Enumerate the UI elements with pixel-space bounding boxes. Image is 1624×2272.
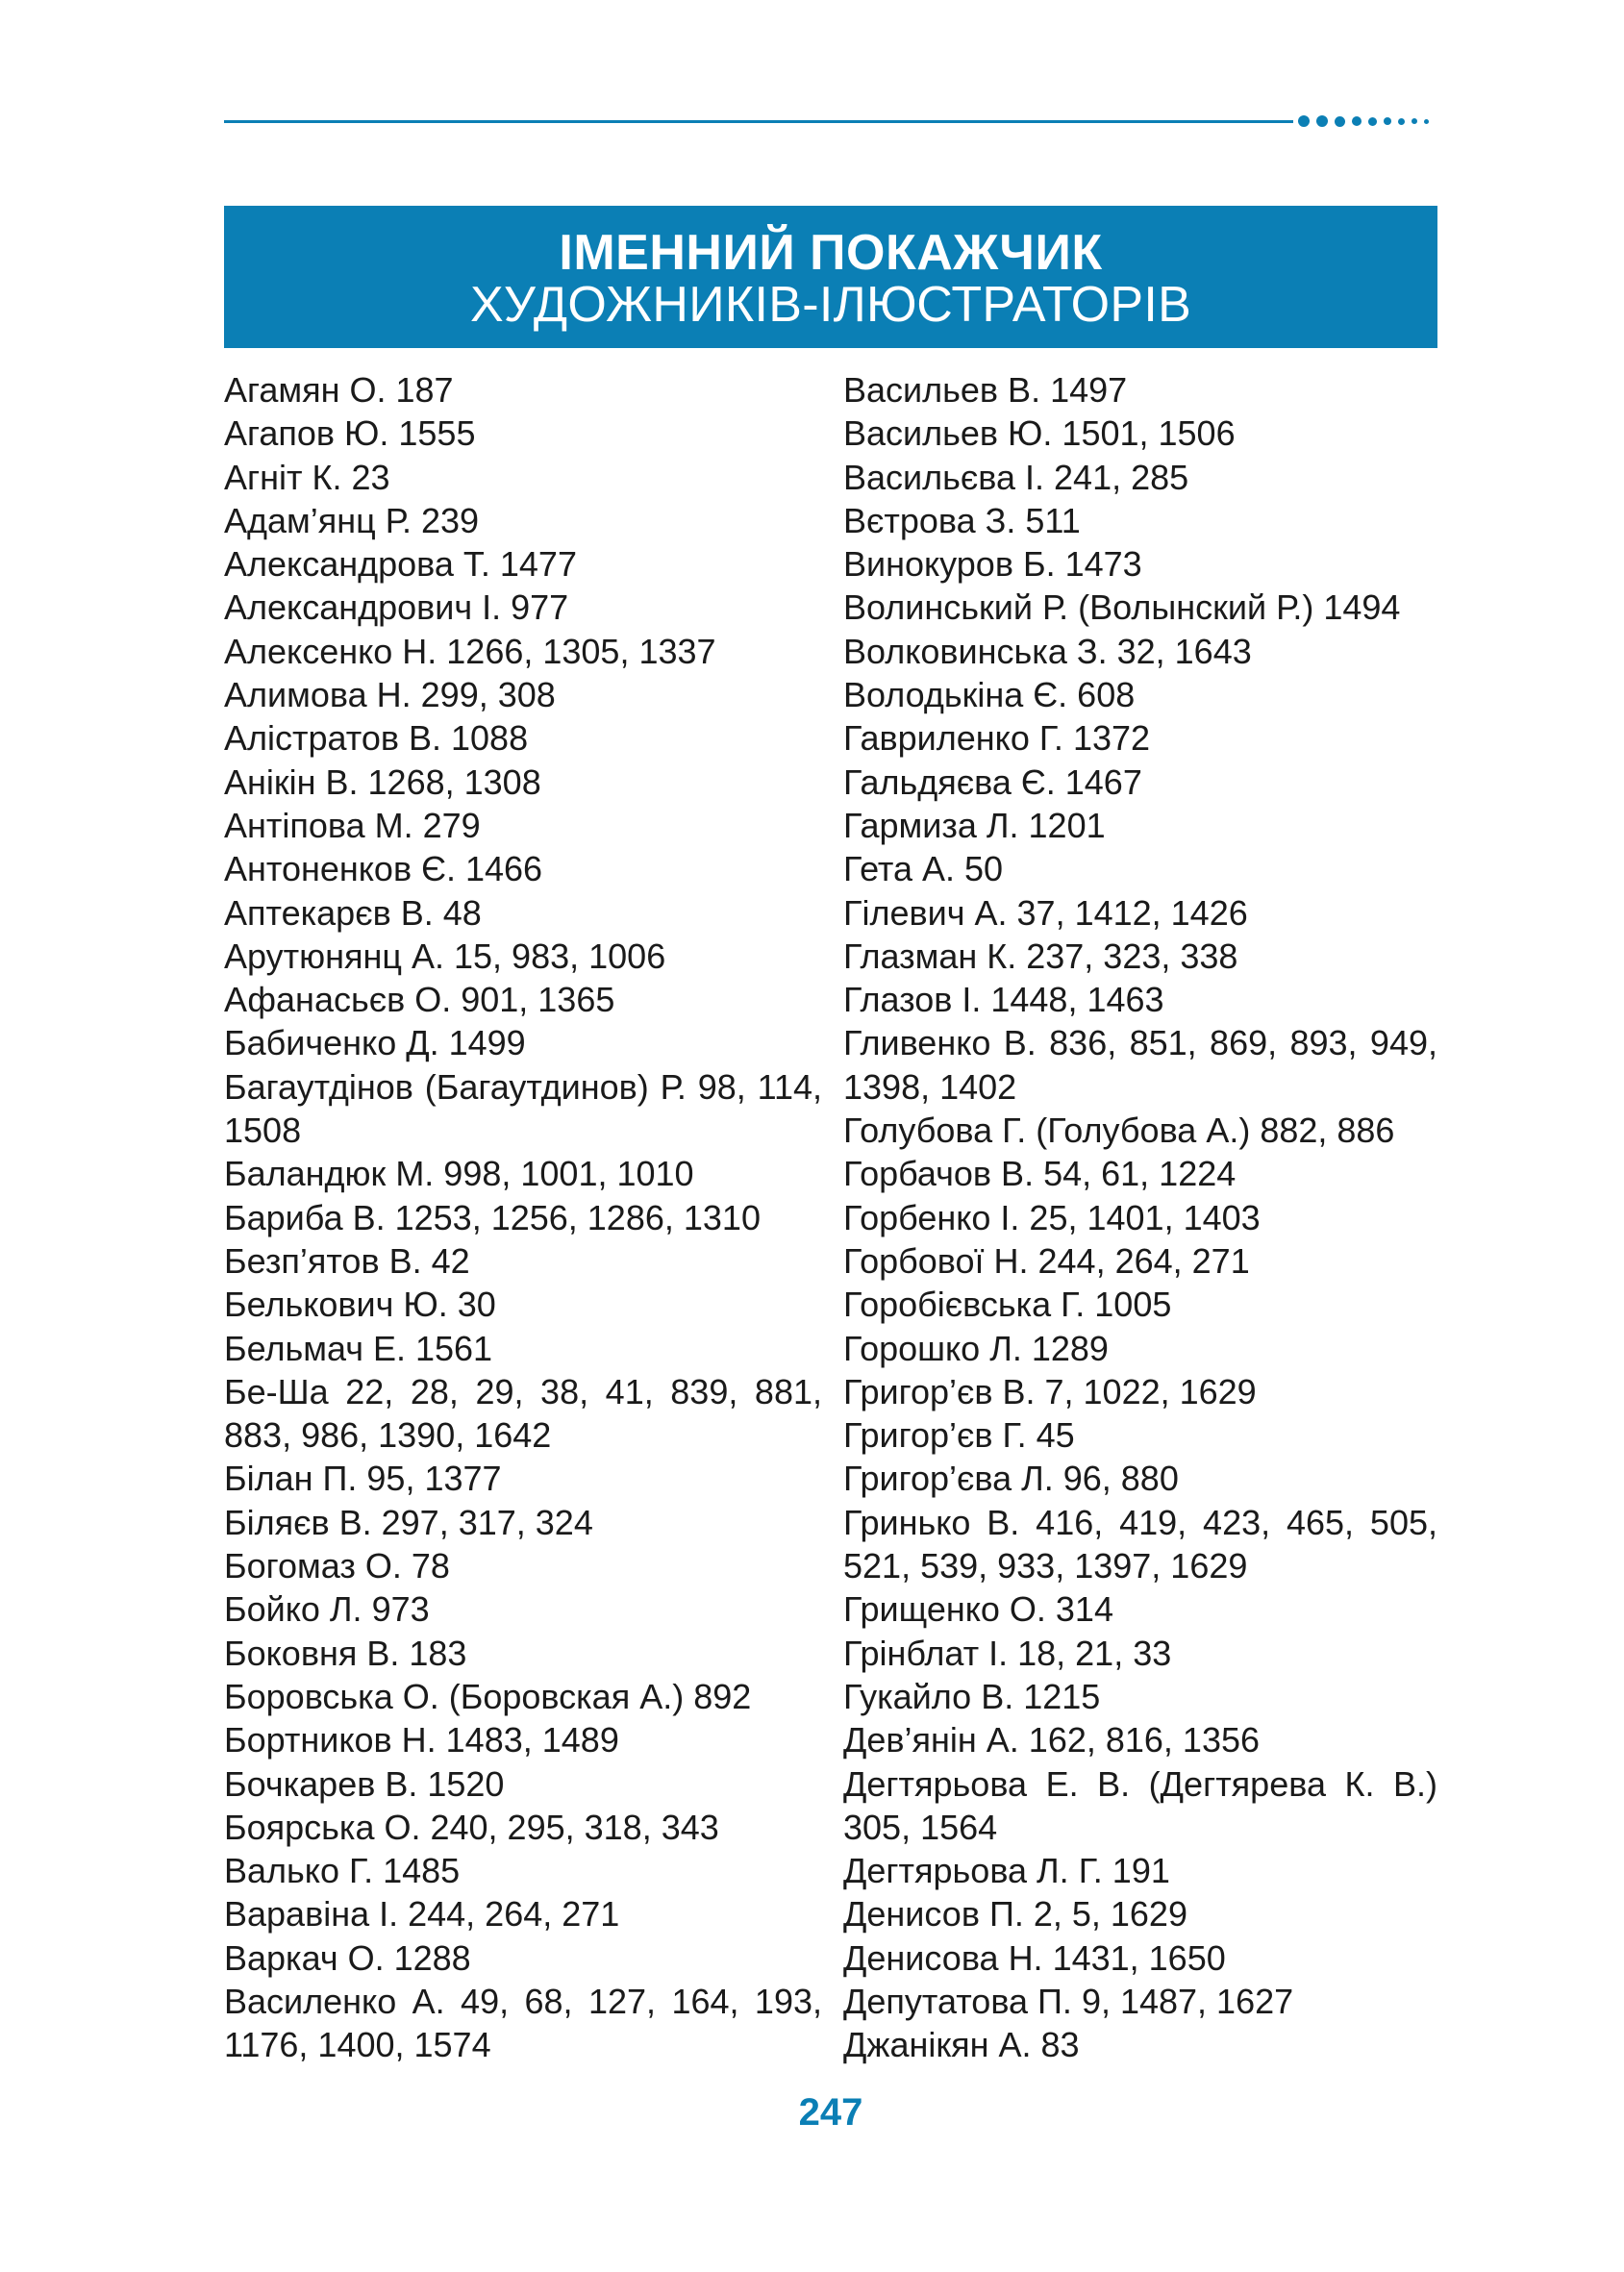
- index-entry: Боровська О. (Боровская А.) 892: [224, 1676, 752, 1716]
- index-entry: Дегтярьова Е. В. (Дегтярева К. В.) 305, 1564: [843, 1763, 1437, 1847]
- dot-decoration: [1352, 116, 1362, 126]
- index-entry: Вєтрова З. 511: [843, 500, 1081, 540]
- dot-decoration: [1412, 118, 1417, 124]
- index-entry: Алимова Н. 299, 308: [224, 675, 556, 715]
- index-entry: Антоненков Є. 1466: [224, 849, 543, 889]
- index-entry: Бабиченко Д. 1499: [224, 1023, 526, 1063]
- index-entry: Васильєва І. 241, 285: [843, 457, 1189, 497]
- index-entry: Александрович І. 977: [224, 587, 569, 628]
- index-entry: Бариба В. 1253, 1256, 1286, 1310: [224, 1197, 761, 1237]
- index-entry: Аліcтратов В. 1088: [224, 718, 529, 759]
- index-entry: Грищенко О. 314: [843, 1589, 1113, 1630]
- index-entry: Антіпова М. 279: [224, 805, 481, 845]
- dot-decoration: [1424, 119, 1429, 124]
- index-column-left: [224, 368, 822, 2067]
- index-entry: Григор’єва Л. 96, 880: [843, 1459, 1179, 1499]
- index-entry: Белькович Ю. 30: [224, 1285, 496, 1325]
- index-entry: Богомаз О. 78: [224, 1546, 450, 1586]
- index-entry: Горобієвська Г. 1005: [843, 1285, 1172, 1325]
- title-banner: [224, 206, 1437, 348]
- page-title: ІМЕННИЙ ПОКАЖЧИК: [559, 225, 1103, 281]
- header-rule: [224, 120, 1293, 123]
- index-entry: Денисов П. 2, 5, 1629: [843, 1894, 1187, 1935]
- index-entry: Агніт К. 23: [224, 457, 390, 497]
- header-dots: [1298, 114, 1429, 128]
- index-entry: Гета А. 50: [843, 849, 1004, 889]
- index-entry: Володькіна Є. 608: [843, 675, 1136, 715]
- index-entry: Глазман К. 237, 323, 338: [843, 936, 1238, 976]
- index-entry: Гливенко В. 836, 851, 869, 893, 949, 1398, 1402: [843, 1023, 1437, 1107]
- index-entry: Варавіна І. 244, 264, 271: [224, 1894, 620, 1935]
- index-entry: Боковня В. 183: [224, 1633, 467, 1673]
- index-entry: Анікін В. 1268, 1308: [224, 761, 541, 802]
- index-entry: Варкач О. 1288: [224, 1937, 471, 1978]
- index-entry: Гармиза Л. 1201: [843, 805, 1106, 845]
- dot-decoration: [1298, 115, 1310, 127]
- index-entry: Арутюнянц А. 15, 983, 1006: [224, 936, 666, 976]
- index-entry: Баландюк М. 998, 1001, 1010: [224, 1154, 694, 1194]
- index-entry: Горошко Л. 1289: [843, 1328, 1109, 1368]
- index-entry: Адам’янц Р. 239: [224, 500, 480, 540]
- dot-decoration: [1384, 117, 1391, 125]
- index-entry: Гілевич А. 37, 1412, 1426: [843, 892, 1248, 933]
- index-entry: Винокуров Б. 1473: [843, 544, 1142, 585]
- index-entry: Глазов І. 1448, 1463: [843, 980, 1164, 1020]
- index-entry: Бельмач Е. 1561: [224, 1328, 493, 1368]
- index-entry: Агапов Ю. 1555: [224, 413, 476, 454]
- index-entry: Безп’ятов В. 42: [224, 1240, 470, 1281]
- dot-decoration: [1316, 115, 1328, 127]
- index-entry: Бортников Н. 1483, 1489: [224, 1720, 619, 1760]
- index-entry: Гринько В. 416, 419, 423, 465, 505, 521, 539, 933, 1397, 1629: [843, 1502, 1437, 1586]
- index-entry: Алексенко Н. 1266, 1305, 1337: [224, 631, 716, 671]
- index-entry: Бочкарев В. 1520: [224, 1763, 505, 1804]
- index-entry: Григор’єв В. 7, 1022, 1629: [843, 1371, 1257, 1411]
- index-entry: Афанасьєв О. 901, 1365: [224, 980, 615, 1020]
- index-entry: Бойко Л. 973: [224, 1589, 430, 1630]
- dot-decoration: [1398, 118, 1405, 125]
- index-entry: Григор’єв Г. 45: [843, 1415, 1075, 1456]
- index-entry: Грінблат І. 18, 21, 33: [843, 1633, 1172, 1673]
- index-entry: Голубова Г. (Голубова А.) 882, 886: [843, 1111, 1395, 1151]
- index-entry: Джанікян А. 83: [843, 2025, 1080, 2065]
- index-entry: Дев’янін А. 162, 816, 1356: [843, 1720, 1261, 1760]
- index-entry: Багаутдінов (Багаутдинов) Р. 98, 114, 1508: [224, 1066, 822, 1151]
- index-entry: Гавриленко Г. 1372: [843, 718, 1151, 759]
- index-entry: Горбенко І. 25, 1401, 1403: [843, 1197, 1261, 1237]
- index-entry: Волковинська З. 32, 1643: [843, 631, 1252, 671]
- index-entry: Агамян О. 187: [224, 370, 454, 410]
- index-entry: Волинський Р. (Волынский Р.) 1494: [843, 587, 1401, 628]
- page-number: 247: [798, 2091, 863, 2134]
- index-entry: Депутатова П. 9, 1487, 1627: [843, 1981, 1294, 2021]
- dot-decoration: [1335, 116, 1345, 127]
- index-entry: Васильев В. 1497: [843, 370, 1128, 410]
- index-entry: Валько Г. 1485: [224, 1851, 461, 1891]
- index-entry: Александрова Т. 1477: [224, 544, 577, 585]
- dot-decoration: [1368, 117, 1377, 126]
- index-entry: Василенко А. 49, 68, 127, 164, 193, 1176, 1400, 1574: [224, 1981, 822, 2065]
- index-entry: Денисова Н. 1431, 1650: [843, 1937, 1226, 1978]
- index-entry: Білан П. 95, 1377: [224, 1459, 502, 1499]
- index-entry: Гукайло В. 1215: [843, 1676, 1101, 1716]
- index-entry: Біляєв В. 297, 317, 324: [224, 1502, 593, 1542]
- index-entry: Дегтярьова Л. Г. 191: [843, 1851, 1170, 1891]
- page-subtitle: ХУДОЖНИКІВ-ІЛЮСТРАТОРІВ: [469, 277, 1192, 333]
- index-entry: Гальдяєва Є. 1467: [843, 761, 1142, 802]
- index-entry: Васильев Ю. 1501, 1506: [843, 413, 1236, 454]
- index-entry: Боярська О. 240, 295, 318, 343: [224, 1807, 719, 1847]
- index-entry: Горбачов В. 54, 61, 1224: [843, 1154, 1237, 1194]
- index-column-right: [843, 368, 1437, 2067]
- index-entry: Аптекарєв В. 48: [224, 892, 482, 933]
- index-entry: Горбової Н. 244, 264, 271: [843, 1240, 1250, 1281]
- index-entry: Бе-Ша 22, 28, 29, 38, 41, 839, 881, 883, 986, 1390, 1642: [224, 1371, 822, 1456]
